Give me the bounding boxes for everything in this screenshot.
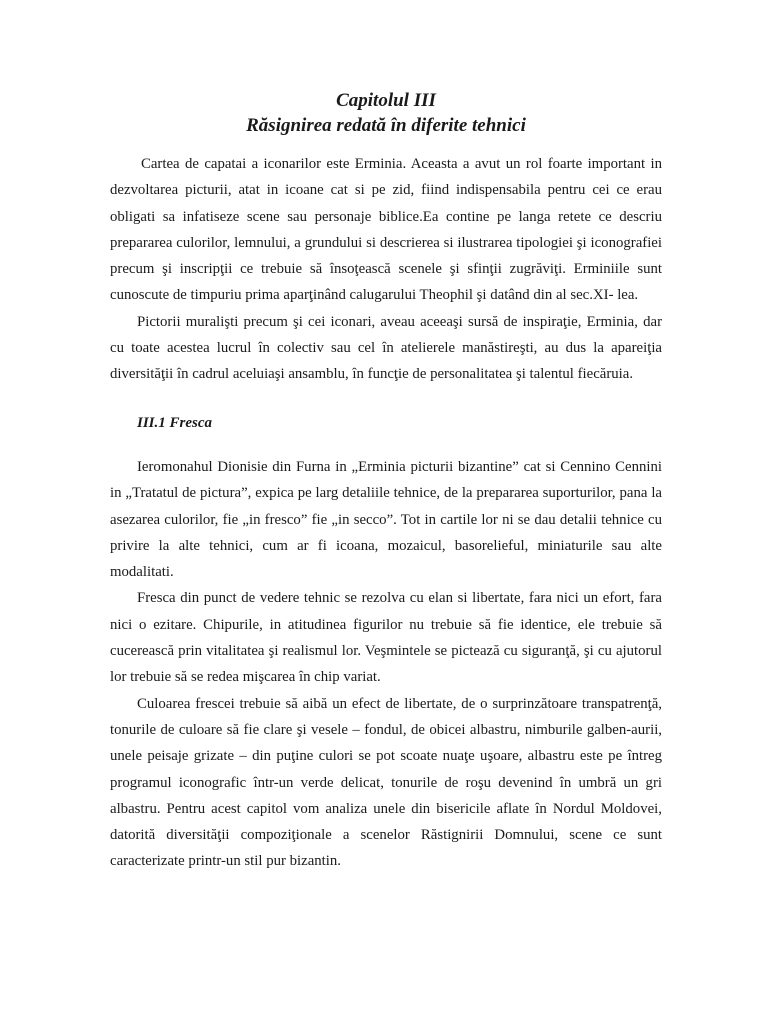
- intro-paragraph-2: Pictorii muralişti precum şi cei iconari, aveau aceeaşi sursă de inspiraţie, Erminia, dar cu toate acestea lucrul în colectiv sau cel în atelierele manăstireşti, au dus la apareiţia diversităţii în cadrul aceluiaşi ansamblu, în funcţie de personalitatea şi talentul fiecăruia.: [110, 313, 662, 383]
- section-title: III.1 Fresca: [137, 415, 213, 431]
- section-paragraph-3: Culoarea frescei trebuie să aibă un efect de libertate, de o surprinzătoare transpatrenţă, tonurile de culoare să fie clare şi vesele – fondul, de obicei albastru, nimburile galben-aurii, unele peisaje grizate – din puţine culori se pot scoate nuaţe uşoare, albastru este pe întreg programul iconografic într-un verde delicat, tonurile de roşu devenind în umbră un gri albastru. Pentru acest capitol vom analiza unele din bisericile aflate în Nordul Moldovei, datorită diversităţii compoziţionale a scenelor Răstignirii Domnului, scene ce sunt caracterizate printr-un stil pur bizantin.: [110, 695, 662, 870]
- section-text: [110, 454, 662, 875]
- intro-text: [110, 151, 662, 388]
- intro-paragraph-1: Cartea de capatai a iconarilor este Erminia. Aceasta a avut un rol foarte important in dezvoltarea picturii, atat in icoane cat si pe zid, fiind indispensabila pentru cei ce erau obligati sa infatiseze scene sau personaje biblice.Ea contine pe langa retete ce descriu prepararea culorilor, lemnului, a grundului si descrierea si ilustrarea tipologiei şi iconografiei precum şi inscripţii ce trebuie să însoţească scenele şi sfinţii zugrăviţi. Erminiile sunt cunoscute de timpuriu prima aparţinând calugarului Theophil şi datând din al sec.XI- lea.: [110, 156, 662, 304]
- chapter-heading: [110, 88, 662, 138]
- chapter-title: Răsignirea redată în diferite tehnici: [246, 115, 526, 136]
- chapter-number: Capitolul III: [336, 90, 436, 111]
- section-paragraph-2: Fresca din punct de vedere tehnic se rezolva cu elan si libertate, fara nici un efort, fara nici o ezitare. Chipurile, in atitudinea figurilor nu trebuie să fie identice, ele trebuie să cucerească prin vitalitatea şi realismul lor. Veşmintele se pictează cu siguranţă, şi cu ajutorul lor trebuie să se redea mişcarea în chip variat.: [110, 590, 662, 686]
- section-paragraph-1: Ieromonahul Dionisie din Furna in „Erminia picturii bizantine” cat si Cennino Cennini in „Tratatul de pictura”, expica pe larg detaliile tehnice, de la prepararea suporturilor, pana la asezarea culorilor, fie „in fresco” fie „in secco”. Tot in cartile lor ni se dau detalii tehnice cu privire la alte tehnici, cum ar fi icoana, mozaicul, basorelieful, miniaturile sau alte modalitati.: [110, 459, 662, 581]
